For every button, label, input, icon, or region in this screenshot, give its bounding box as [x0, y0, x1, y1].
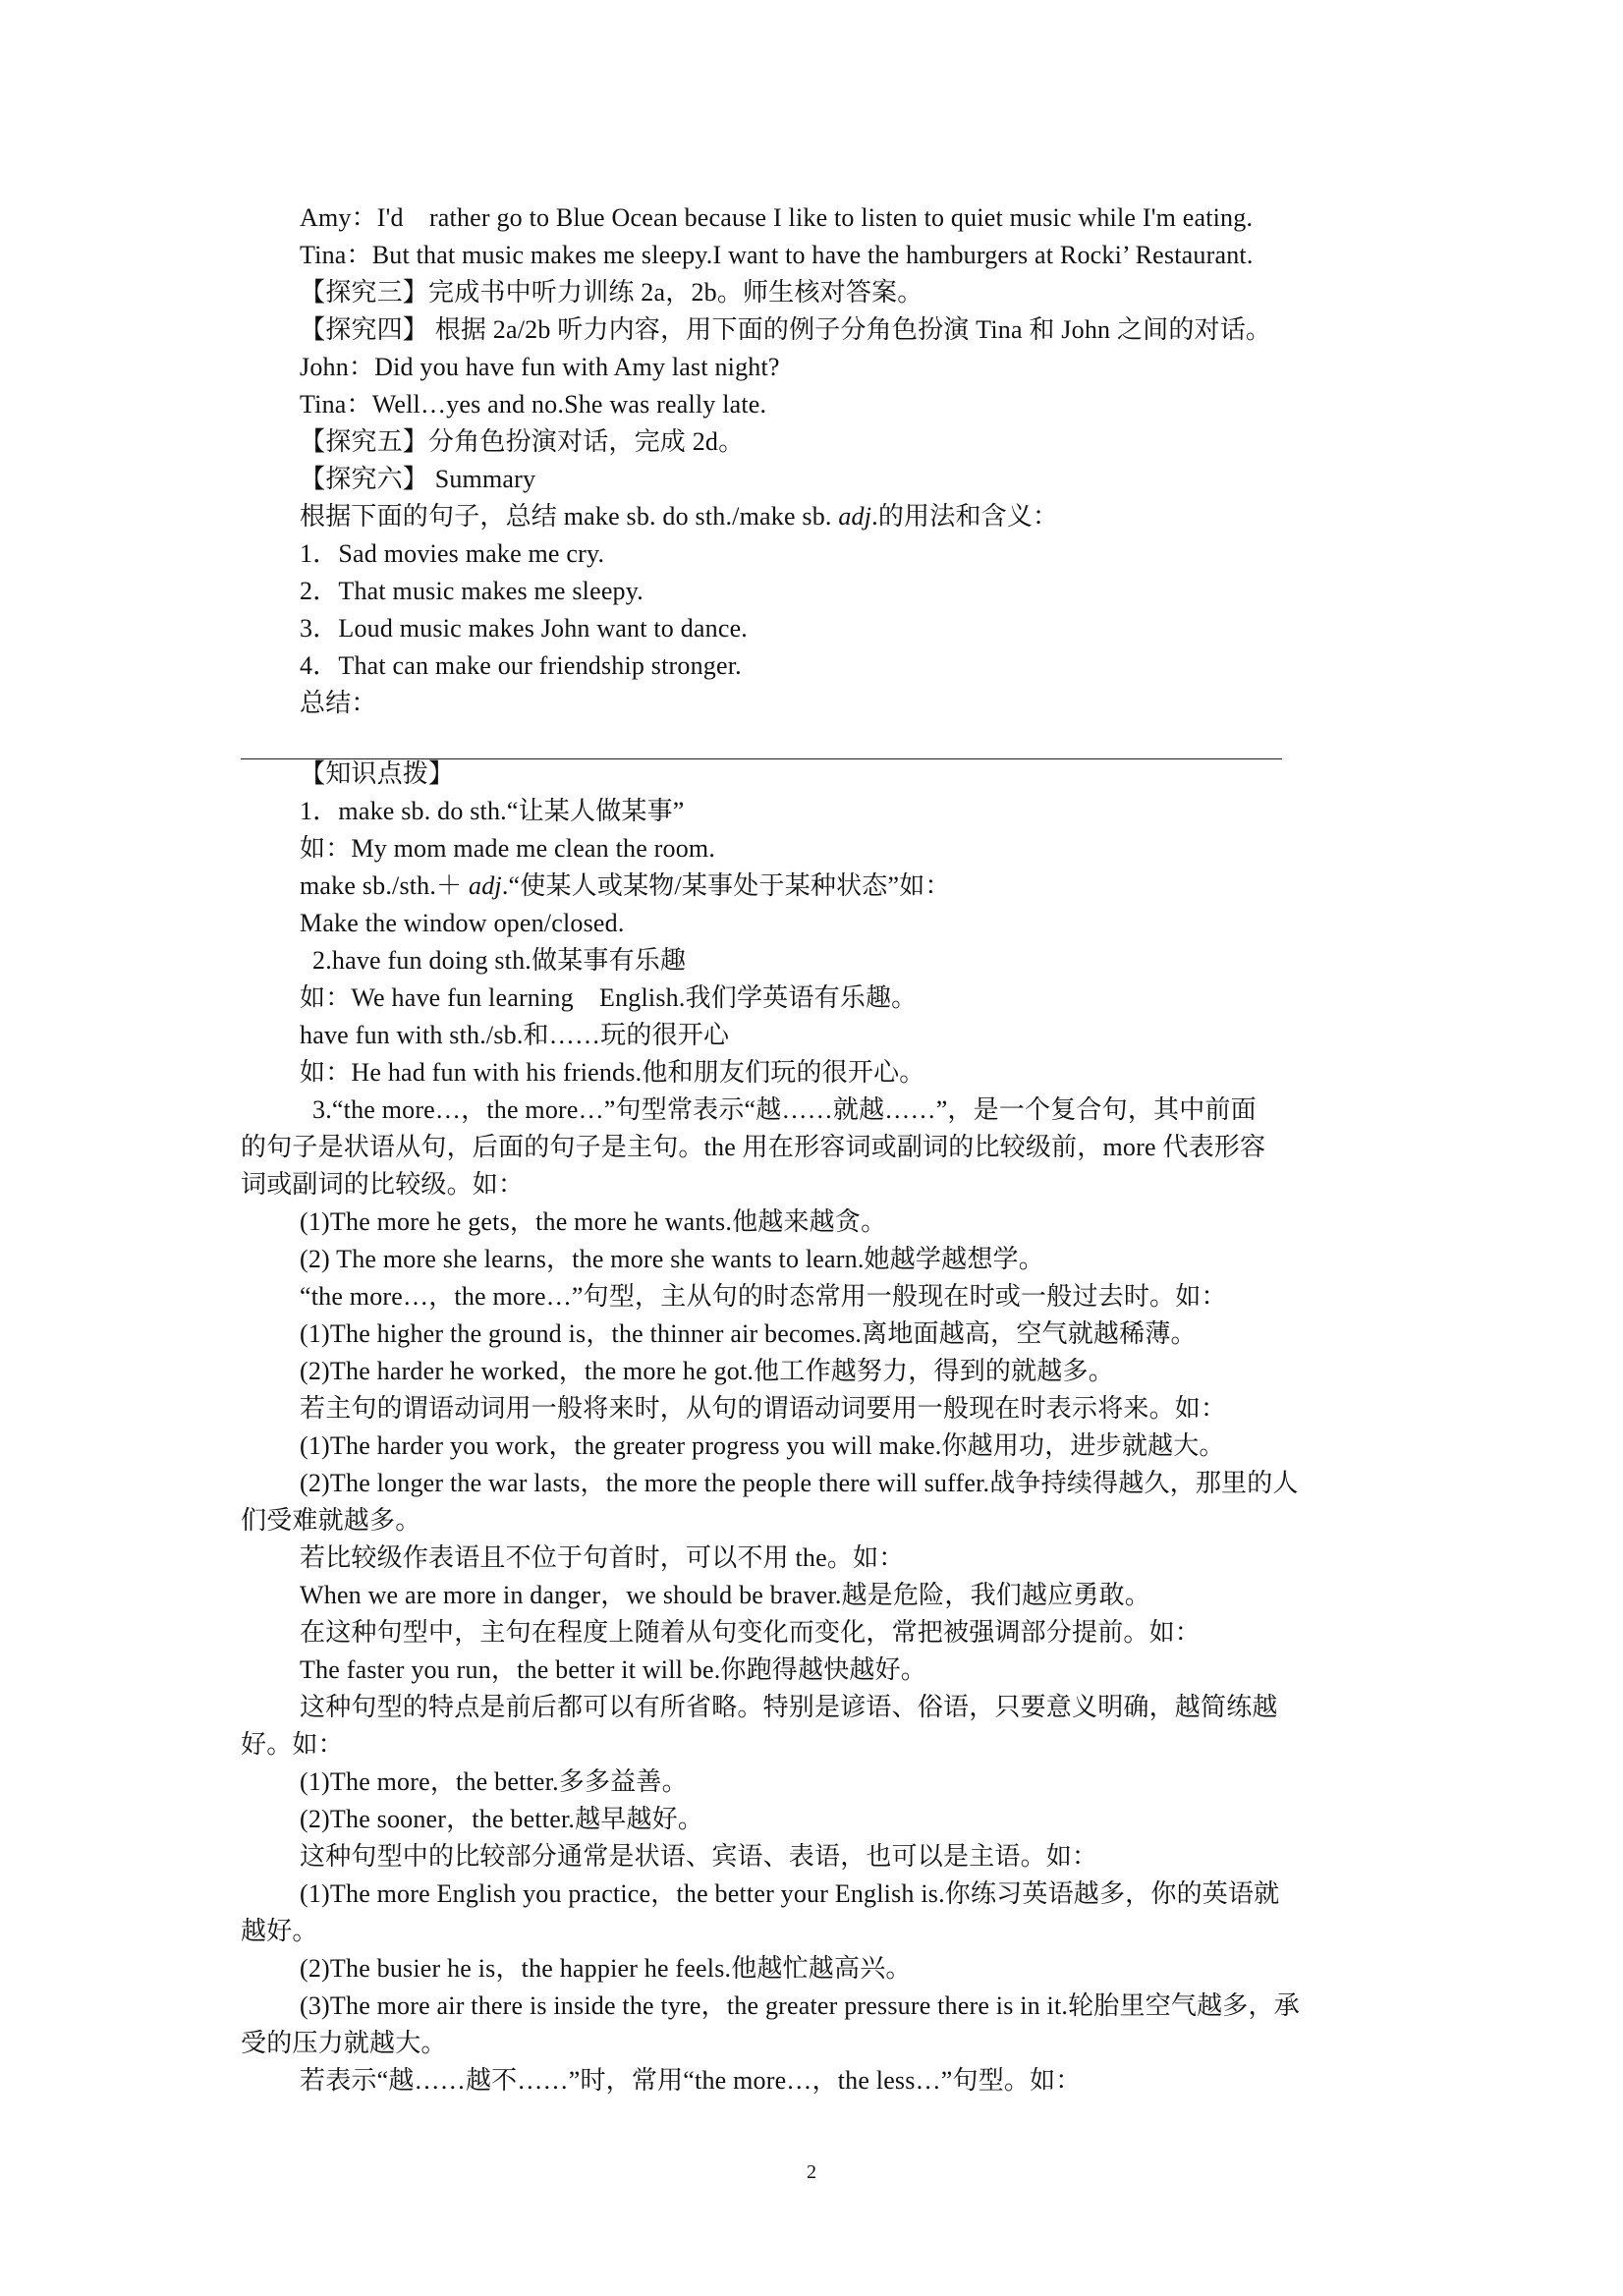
- knowledge-point-1: 1．make sb. do sth.“让某人做某事”: [300, 797, 685, 825]
- example-3: (1)The higher the ground is，the thinner air becomes.离地面越高，空气就越稀薄。: [300, 1319, 1197, 1348]
- task-5: 【探究五】分角色扮演对话，完成 2d。: [300, 427, 745, 456]
- example-9: (1)The more，the better.多多益善。: [300, 1767, 688, 1796]
- summary-intro-text-b: .的用法和含义：: [871, 502, 1059, 531]
- summary-sentence-1: 1．Sad movies make me cry.: [300, 539, 605, 568]
- knowledge-point-3-line-2: 的句子是状语从句，后面的句子是主句。the 用在形容词或副词的比较级前，more 代表形容: [241, 1133, 1266, 1161]
- example-6-line-2: 们受难就越多。: [241, 1506, 421, 1535]
- task-4: 【探究四】 根据 2a/2b 听力内容，用下面的例子分角色扮演 Tina 和 John 之间的对话。: [300, 315, 1272, 344]
- knowledge-point-1b-text-a: make sb./sth.＋: [300, 871, 469, 900]
- example-11-line-1: (1)The more English you practice，the better your English is.你练习英语越多，你的英语就: [300, 1879, 1280, 1908]
- example-5: (1)The harder you work，the greater progress you will make.你越用功，进步就越大。: [300, 1431, 1225, 1460]
- task-6: 【探究六】 Summary: [300, 465, 536, 493]
- example-8: The faster you run，the better it will be.你跑得越快越好。: [300, 1655, 927, 1684]
- example-10: (2)The sooner，the better.越早越好。: [300, 1805, 704, 1833]
- knowledge-point-2: 2.have fun doing sth.做某事有乐趣: [312, 946, 687, 975]
- example-12: (2)The busier he is，the happier he feels.他越忙越高兴。: [300, 1954, 912, 1983]
- knowledge-point-3-line-1: 3.“the more…，the more…”句型常表示“越……就越……”，是一个复合句，其中前面: [312, 1095, 1257, 1124]
- knowledge-point-2-example: 如：We have fun learning English.我们学英语有乐趣。: [300, 983, 918, 1012]
- dialogue-tina: Tina：But that music makes me sleepy.I want to have the hamburgers at Rocki’ Restaurant.: [300, 241, 1254, 269]
- future-tense-note: 若主句的谓语动词用一般将来时，从句的谓语动词要用一般现在时表示将来。如：: [300, 1394, 1227, 1423]
- summary-conclusion-label: 总结：: [300, 689, 377, 717]
- task-3: 【探究三】完成书中听力训练 2a，2b。师生核对答案。: [300, 278, 923, 307]
- summary-intro-adj: adj: [838, 502, 872, 531]
- example-13-line-2: 受的压力就越大。: [241, 2029, 447, 2057]
- summary-sentence-4: 4．That can make our friendship stronger.: [300, 651, 742, 680]
- summary-sentence-3: 3．Loud music makes John want to dance.: [300, 614, 749, 643]
- knowledge-point-2b: have fun with sth./sb.和……玩的很开心: [300, 1021, 730, 1049]
- knowledge-point-1b: [300, 869, 951, 903]
- knowledge-point-1b-adj: adj: [469, 871, 502, 900]
- knowledge-point-3-line-3: 词或副词的比较级。如：: [241, 1170, 525, 1199]
- example-7: When we are more in danger，we should be braver.越是危险，我们越应勇敢。: [300, 1581, 1150, 1609]
- summary-intro: [300, 500, 1058, 533]
- dialogue-tina-2: Tina：Well…yes and no.She was really late.: [300, 390, 767, 419]
- dialogue-amy: Amy：I'd rather go to Blue Ocean because I like to listen to quiet music while I'm eating.: [300, 203, 1254, 232]
- example-2: (2) The more she learns，the more she wants to learn.她越学越想学。: [300, 1245, 1044, 1273]
- emphasis-note: 在这种句型中，主句在程度上随着从句变化而变化，常把被强调部分提前。如：: [300, 1618, 1202, 1647]
- example-1: (1)The more he gets，the more he wants.他越来越贪。: [300, 1207, 887, 1236]
- comparison-parts-note: 这种句型中的比较部分通常是状语、宾语、表语，也可以是主语。如：: [300, 1842, 1098, 1871]
- page-number: 2: [807, 2161, 816, 2183]
- knowledge-point-2b-example: 如：He had fun with his friends.他和朋友们玩的很开心。: [300, 1058, 925, 1087]
- example-11-line-2: 越好。: [241, 1917, 318, 1945]
- knowledge-point-1b-text-b: .“使某人或某物/某事处于某种状态”如：: [501, 871, 951, 900]
- knowledge-heading: 【知识点拨】: [300, 759, 455, 788]
- summary-intro-text-a: 根据下面的句子，总结 make sb. do sth./make sb.: [300, 502, 839, 531]
- dialogue-john: John：Did you have fun with Amy last night?: [300, 353, 780, 381]
- example-4: (2)The harder he worked，the more he got.他工作越努力，得到的就越多。: [300, 1357, 1114, 1385]
- knowledge-point-1b-example: Make the window open/closed.: [300, 909, 625, 937]
- knowledge-point-1-example: 如：My mom made me clean the room.: [300, 834, 716, 863]
- predicative-note: 若比较级作表语且不位于句首时，可以不用 the。如：: [300, 1543, 905, 1572]
- example-13-line-1: (3)The more air there is inside the tyre，the greater pressure there is in it.轮胎里空气越多，承: [300, 1991, 1300, 2020]
- omission-note-line-1: 这种句型的特点是前后都可以有所省略。特别是谚语、俗语，只要意义明确，越简练越: [300, 1693, 1278, 1721]
- example-6-line-1: (2)The longer the war lasts，the more the people there will suffer.战争持续得越久，那里的人: [300, 1469, 1299, 1497]
- tense-note: “the more…，the more…”句型，主从句的时态常用一般现在时或一般过去时。如：: [300, 1282, 1227, 1311]
- omission-note-line-2: 好。如：: [241, 1730, 344, 1759]
- the-less-note: 若表示“越……越不……”时，常用“the more…，the less…”句型。如：: [300, 2066, 1082, 2095]
- summary-sentence-2: 2．That music makes me sleepy.: [300, 577, 644, 605]
